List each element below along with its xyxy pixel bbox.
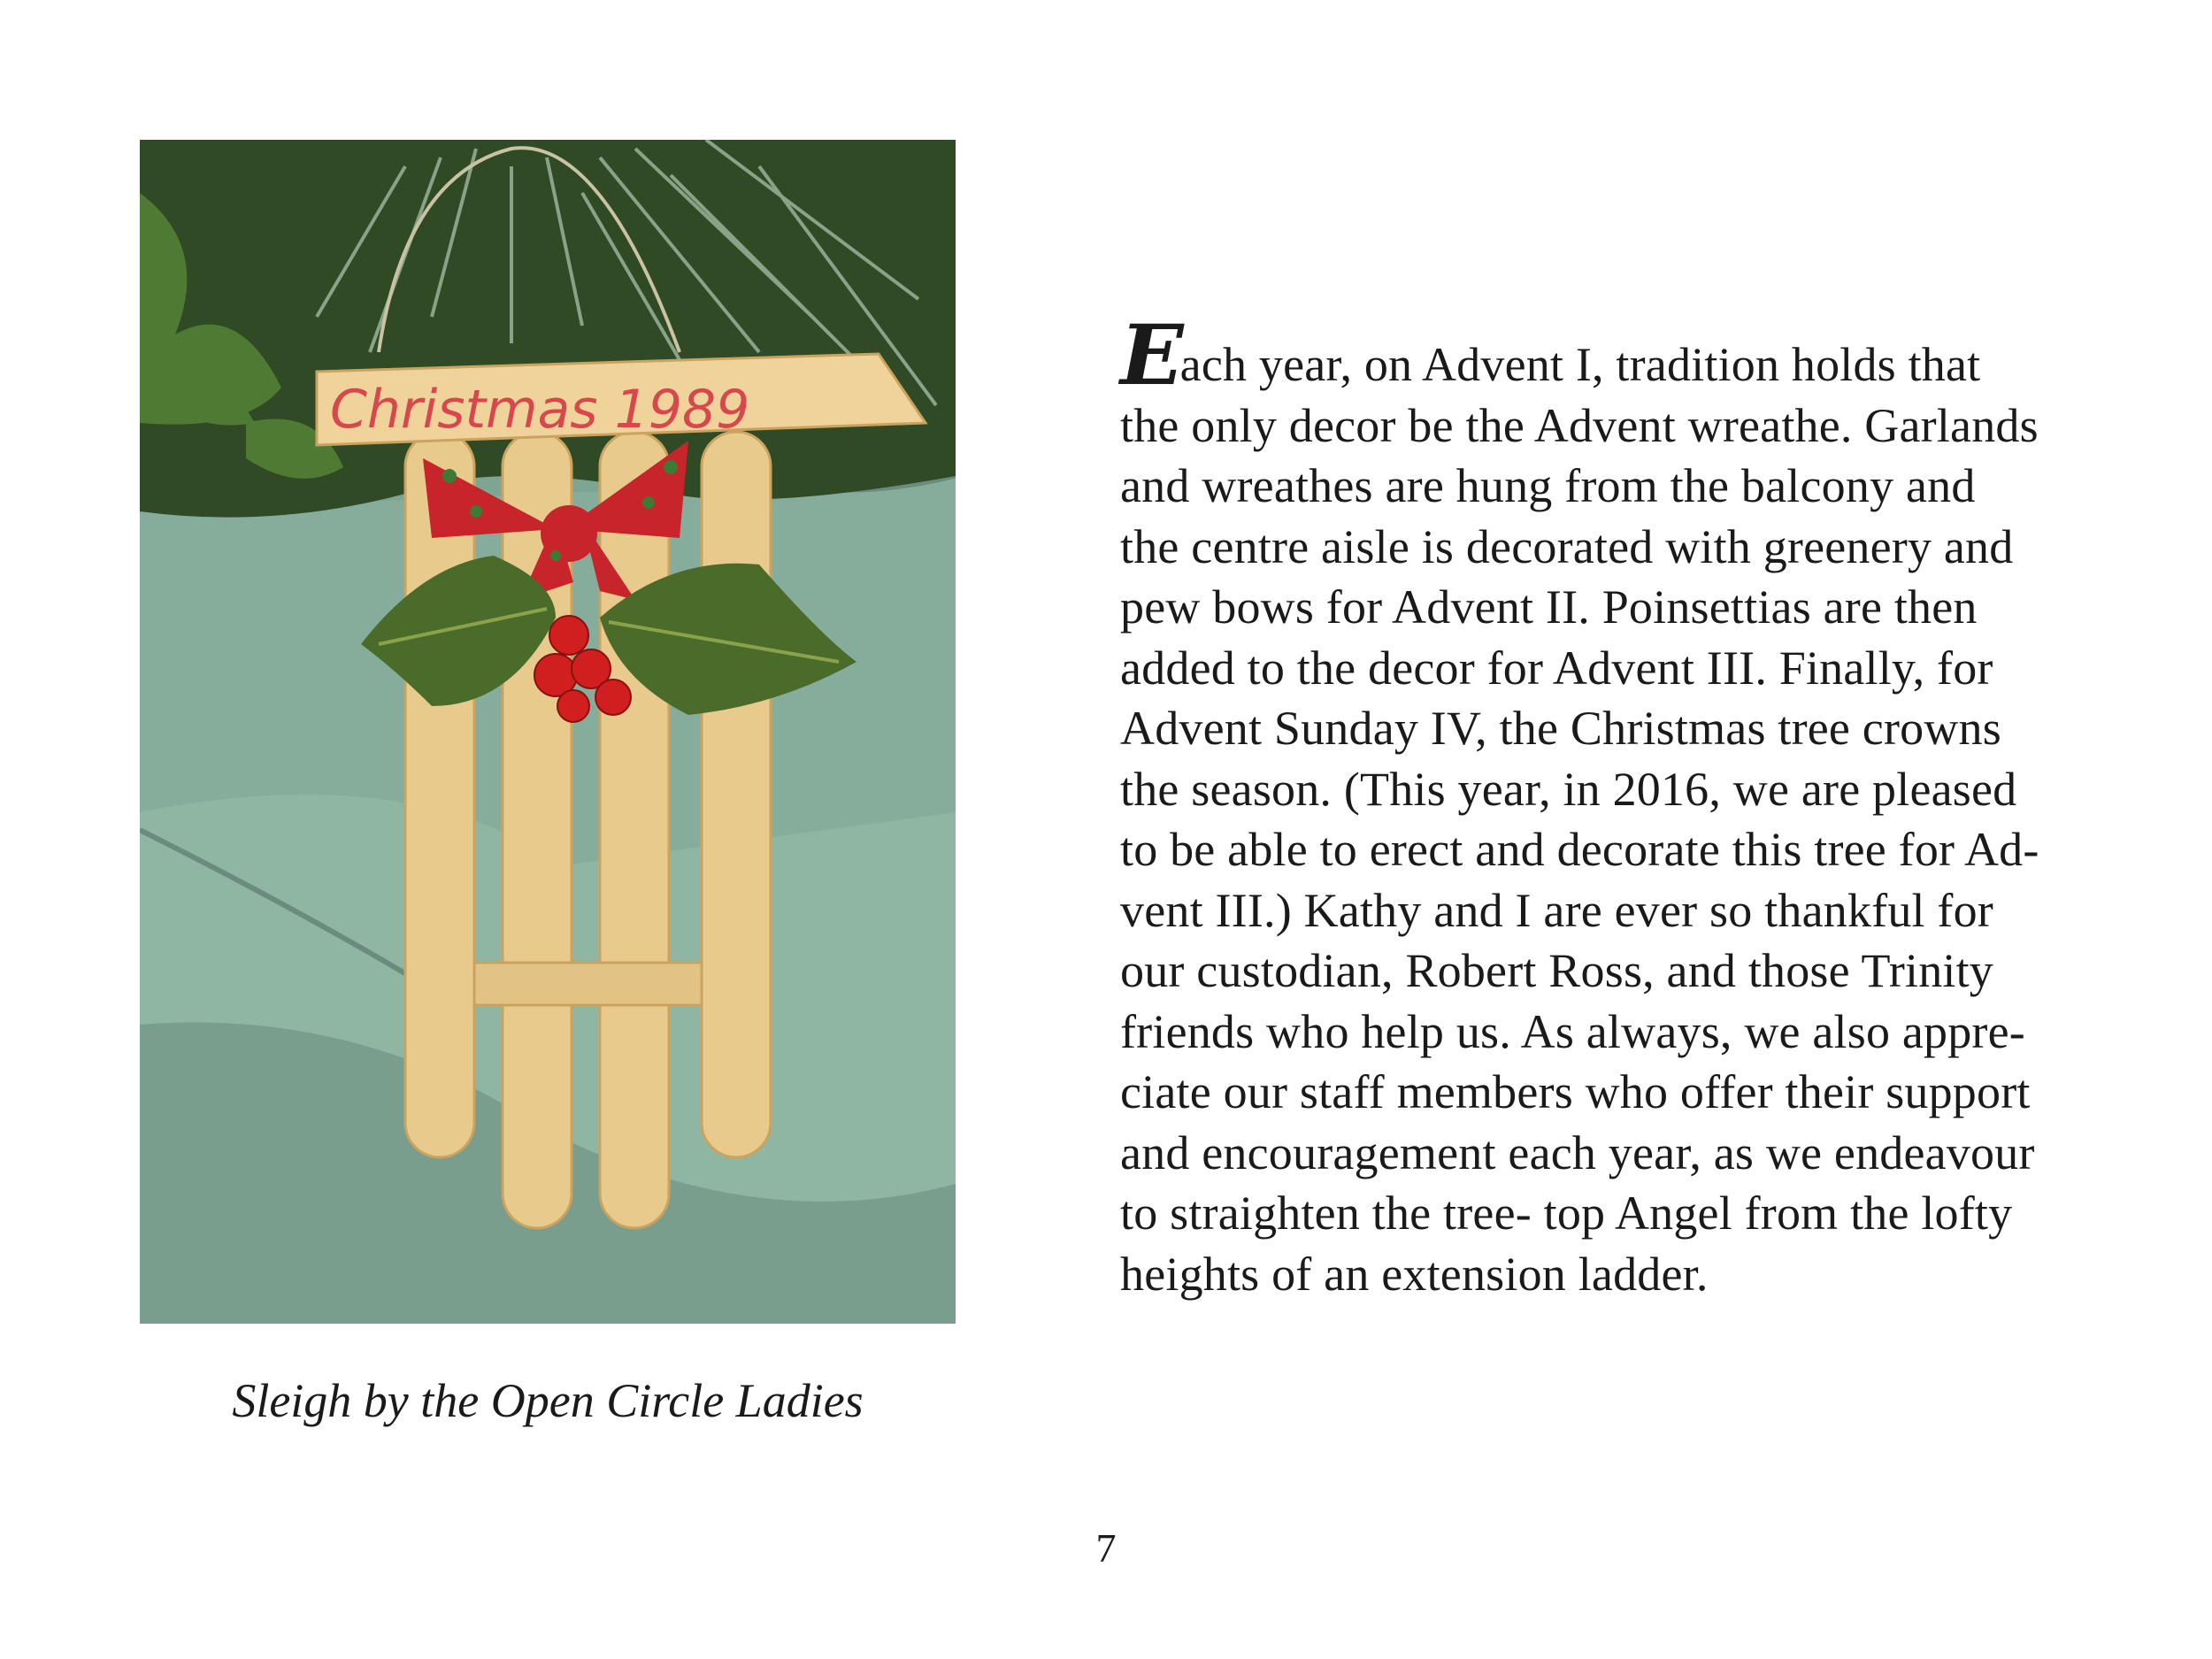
text-line-12: friends who help us. As always, we also appre- — [1120, 1004, 2025, 1058]
text-line-15: to straighten the tree- top Angel from the lofty — [1120, 1187, 2013, 1240]
text-line-9: to be able to erect and decorate this tree for Ad- — [1120, 823, 2039, 876]
text-line-6: added to the decor for Advent III. Finally, for — [1120, 641, 1993, 695]
drop-cap: E — [1120, 307, 1180, 404]
page-number: 7 — [1095, 1525, 1117, 1571]
text-line-8: the season. (This year, in 2016, we are pleased — [1120, 762, 2017, 816]
text-line-4: the centre aisle is decorated with greenery and — [1120, 519, 2014, 573]
text-line-1-rest: ach year, on Advent I, tradition holds that — [1179, 338, 1981, 391]
text-line-1 — [1120, 307, 2093, 404]
text-line-16: heights of an extension ladder. — [1120, 1247, 1709, 1301]
text-line-14: and encouragement each year, as we endeavour — [1120, 1125, 2035, 1179]
text-line-10: vent III.) Kathy and I are ever so thankful for — [1120, 883, 1993, 937]
sign-text: Christmas 1989 — [330, 379, 750, 441]
text-line-2: the only decor be the Advent wreathe. Garlands — [1120, 398, 2039, 452]
sleigh-ornament-photo — [140, 140, 956, 1324]
photo-caption: Sleigh by the Open Circle Ladies — [232, 1374, 864, 1427]
text-line-13: ciate our staff members who offer their support — [1120, 1065, 2031, 1118]
text-line-5: pew bows for Advent II. Poinsettias are then — [1120, 580, 1978, 634]
text-line-7: Advent Sunday IV, the Christmas tree crowns — [1120, 702, 2001, 755]
article-body — [1120, 307, 2093, 1304]
text-line-11: our custodian, Robert Ross, and those Trinity — [1120, 944, 1994, 997]
text-line-3: and wreathes are hung from the balcony and — [1120, 459, 1976, 512]
sleigh-ornament-image — [140, 140, 956, 1324]
